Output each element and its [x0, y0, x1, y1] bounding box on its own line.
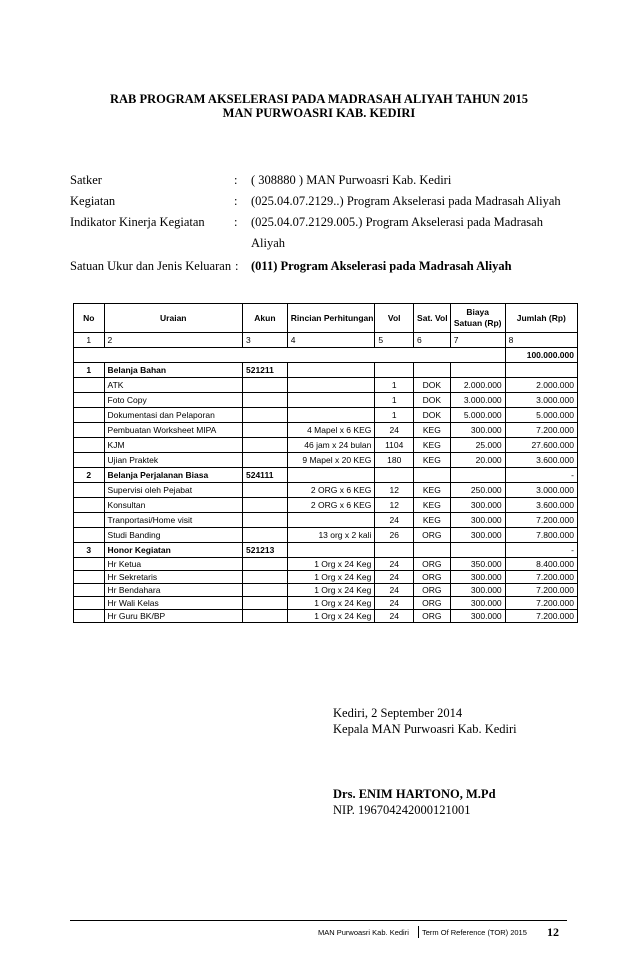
cell-vol: 24 — [375, 423, 414, 438]
colon: : — [234, 194, 238, 208]
cell-uraian: Tranportasi/Home visit — [104, 513, 242, 528]
table-row — [74, 483, 578, 498]
cell-no — [74, 584, 105, 597]
cell-rincian — [287, 363, 375, 378]
cell-jumlah — [505, 363, 577, 378]
footer-document: Term Of Reference (TOR) 2015 — [422, 928, 527, 937]
cell-sat: KEG — [414, 453, 451, 468]
header-sat: Sat. Vol — [414, 304, 451, 333]
cell-vol: 24 — [375, 610, 414, 623]
cell-vol: 24 — [375, 597, 414, 610]
cell-no — [74, 408, 105, 423]
cell-vol — [375, 468, 414, 483]
cell-no — [74, 423, 105, 438]
colon: : — [234, 215, 238, 229]
cell-rincian: 13 org x 2 kali — [287, 528, 375, 543]
cell-biaya: 300.000 — [450, 423, 505, 438]
cell-rincian: 1 Org x 24 Keg — [287, 610, 375, 623]
cell-jumlah: 7.200.000 — [505, 584, 577, 597]
cell-no: 1 — [74, 363, 105, 378]
table-row — [74, 423, 578, 438]
cell-uraian: Belanja Perjalanan Biasa — [104, 468, 242, 483]
kegiatan-label: Kegiatan — [70, 194, 116, 208]
cell-no — [74, 571, 105, 584]
cell-sat: KEG — [414, 513, 451, 528]
cell-biaya: 2.000.000 — [450, 378, 505, 393]
cell-akun — [243, 483, 288, 498]
cell-akun: 521213 — [243, 543, 288, 558]
cell-akun — [243, 453, 288, 468]
cell-biaya: 300.000 — [450, 597, 505, 610]
indikator-value: (025.04.07.2129.005.) Program Akselerasi pada Madrasah — [251, 215, 543, 229]
cell-biaya: 300.000 — [450, 528, 505, 543]
cell-jumlah: 8.400.000 — [505, 558, 577, 571]
cell-vol: 24 — [375, 558, 414, 571]
cell-biaya: 5.000.000 — [450, 408, 505, 423]
cell-rincian: 2 ORG x 6 KEG — [287, 498, 375, 513]
cell-vol: 24 — [375, 571, 414, 584]
cell-vol: 12 — [375, 498, 414, 513]
cell-biaya — [450, 363, 505, 378]
cell-jumlah: 27.600.000 — [505, 438, 577, 453]
cell-sat — [414, 363, 451, 378]
cell-rincian: 4 Mapel x 6 KEG — [287, 423, 375, 438]
cell-biaya: 3.000.000 — [450, 393, 505, 408]
cell-sat: KEG — [414, 483, 451, 498]
cell-biaya: 300.000 — [450, 610, 505, 623]
cell-rincian: 9 Mapel x 20 KEG — [287, 453, 375, 468]
cell-sat: ORG — [414, 597, 451, 610]
cell-akun — [243, 498, 288, 513]
cell-rincian — [287, 408, 375, 423]
colon: : — [234, 173, 238, 187]
cell-biaya — [450, 468, 505, 483]
cell-uraian: Foto Copy — [104, 393, 242, 408]
cell-rincian: 1 Org x 24 Keg — [287, 597, 375, 610]
cell-akun: 524111 — [243, 468, 288, 483]
table-row — [74, 498, 578, 513]
cell-uraian: KJM — [104, 438, 242, 453]
cell-no — [74, 528, 105, 543]
cell-akun: 521211 — [243, 363, 288, 378]
cell-rincian: 1 Org x 24 Keg — [287, 584, 375, 597]
cell-uraian: Hr Wali Kelas — [104, 597, 242, 610]
cell-rincian — [287, 513, 375, 528]
cell-jumlah: 7.200.000 — [505, 571, 577, 584]
col-number: 8 — [505, 333, 577, 348]
signature-name: Drs. ENIM HARTONO, M.Pd — [333, 787, 496, 801]
document-title: RAB PROGRAM AKSELERASI PADA MADRASAH ALIYAH TAHUN 2015 — [110, 92, 528, 106]
cell-biaya: 25.000 — [450, 438, 505, 453]
cell-akun — [243, 584, 288, 597]
cell-jumlah: - — [505, 543, 577, 558]
header-uraian: Uraian — [104, 304, 242, 333]
cell-vol: 1 — [375, 408, 414, 423]
col-number: 4 — [287, 333, 375, 348]
cell-rincian — [287, 543, 375, 558]
document-subtitle: MAN PURWOASRI KAB. KEDIRI — [222, 106, 416, 120]
page-number: 12 — [547, 925, 559, 939]
cell-uraian: Ujian Praktek — [104, 453, 242, 468]
cell-uraian: Hr Ketua — [104, 558, 242, 571]
cell-vol: 1104 — [375, 438, 414, 453]
table-row — [74, 610, 578, 623]
table-row — [74, 543, 578, 558]
cell-uraian: Pembuatan Worksheet MIPA — [104, 423, 242, 438]
cell-jumlah: 7.800.000 — [505, 528, 577, 543]
cell-biaya: 250.000 — [450, 483, 505, 498]
cell-no: 2 — [74, 468, 105, 483]
header-biaya-line1: Biaya — [466, 307, 490, 317]
col-number: 1 — [74, 333, 105, 348]
header-rincian: Rincian Perhitungan — [287, 304, 375, 333]
table-row — [74, 408, 578, 423]
cell-akun — [243, 378, 288, 393]
cell-jumlah: 7.200.000 — [505, 597, 577, 610]
indikator-value-cont: Aliyah — [251, 236, 286, 250]
cell-uraian: Belanja Bahan — [104, 363, 242, 378]
cell-sat: ORG — [414, 558, 451, 571]
cell-akun — [243, 513, 288, 528]
cell-akun — [243, 438, 288, 453]
cell-sat: ORG — [414, 571, 451, 584]
cell-akun — [243, 408, 288, 423]
cell-biaya: 20.000 — [450, 453, 505, 468]
cell-no — [74, 393, 105, 408]
total-value: 100.000.000 — [505, 348, 577, 363]
satker-label: Satker — [70, 173, 102, 187]
cell-rincian: 1 Org x 24 Keg — [287, 571, 375, 584]
cell-akun — [243, 558, 288, 571]
colon: : — [235, 259, 239, 273]
header-no: No — [74, 304, 105, 333]
cell-biaya: 300.000 — [450, 513, 505, 528]
cell-akun — [243, 571, 288, 584]
header-jumlah: Jumlah (Rp) — [505, 304, 577, 333]
cell-akun — [243, 393, 288, 408]
cell-vol: 24 — [375, 584, 414, 597]
budget-table — [73, 303, 578, 623]
cell-akun — [243, 423, 288, 438]
cell-sat: KEG — [414, 423, 451, 438]
cell-no — [74, 558, 105, 571]
cell-uraian: Honor Kegiatan — [104, 543, 242, 558]
cell-rincian: 1 Org x 24 Keg — [287, 558, 375, 571]
cell-sat: KEG — [414, 498, 451, 513]
cell-rincian — [287, 393, 375, 408]
cell-sat: DOK — [414, 378, 451, 393]
footer-divider — [70, 920, 567, 921]
header-biaya — [450, 304, 505, 333]
table-row — [74, 571, 578, 584]
col-number: 5 — [375, 333, 414, 348]
cell-vol: 26 — [375, 528, 414, 543]
cell-sat: DOK — [414, 393, 451, 408]
cell-akun — [243, 528, 288, 543]
total-row — [74, 348, 578, 363]
col-number: 6 — [414, 333, 451, 348]
cell-biaya: 300.000 — [450, 571, 505, 584]
cell-uraian: Studi Banding — [104, 528, 242, 543]
cell-biaya — [450, 543, 505, 558]
cell-uraian: Dokumentasi dan Pelaporan — [104, 408, 242, 423]
cell-jumlah: 3.000.000 — [505, 393, 577, 408]
cell-vol: 1 — [375, 393, 414, 408]
cell-jumlah: 7.200.000 — [505, 423, 577, 438]
header-biaya-line2: Satuan (Rp) — [453, 318, 502, 328]
cell-rincian — [287, 378, 375, 393]
cell-vol: 24 — [375, 513, 414, 528]
cell-sat — [414, 468, 451, 483]
cell-sat: ORG — [414, 610, 451, 623]
cell-sat: ORG — [414, 528, 451, 543]
cell-no — [74, 610, 105, 623]
cell-rincian — [287, 468, 375, 483]
cell-uraian: Hr Sekretaris — [104, 571, 242, 584]
column-number-row — [74, 333, 578, 348]
cell-jumlah: 7.200.000 — [505, 610, 577, 623]
signature-nip: NIP. 196704242000121001 — [333, 803, 471, 817]
cell-jumlah: 3.000.000 — [505, 483, 577, 498]
cell-jumlah: 7.200.000 — [505, 513, 577, 528]
total-spacer — [74, 348, 506, 363]
cell-jumlah: 2.000.000 — [505, 378, 577, 393]
table-row — [74, 597, 578, 610]
cell-no — [74, 483, 105, 498]
cell-jumlah: 3.600.000 — [505, 453, 577, 468]
cell-sat: DOK — [414, 408, 451, 423]
table-row — [74, 393, 578, 408]
cell-jumlah: 3.600.000 — [505, 498, 577, 513]
cell-vol: 1 — [375, 378, 414, 393]
table-row — [74, 363, 578, 378]
cell-biaya: 300.000 — [450, 498, 505, 513]
header-akun: Akun — [243, 304, 288, 333]
cell-uraian: Konsultan — [104, 498, 242, 513]
cell-vol: 180 — [375, 453, 414, 468]
cell-akun — [243, 597, 288, 610]
cell-jumlah: 5.000.000 — [505, 408, 577, 423]
cell-sat: KEG — [414, 438, 451, 453]
cell-no — [74, 453, 105, 468]
col-number: 3 — [243, 333, 288, 348]
table-row — [74, 453, 578, 468]
signature-place-date: Kediri, 2 September 2014 — [333, 706, 463, 720]
cell-no — [74, 498, 105, 513]
cell-sat: ORG — [414, 584, 451, 597]
cell-vol — [375, 543, 414, 558]
cell-uraian: Hr Bendahara — [104, 584, 242, 597]
cell-rincian: 2 ORG x 6 KEG — [287, 483, 375, 498]
cell-no — [74, 378, 105, 393]
table-row — [74, 528, 578, 543]
cell-uraian: Hr Guru BK/BP — [104, 610, 242, 623]
satuan-value: (011) Program Akselerasi pada Madrasah Aliyah — [251, 259, 512, 273]
table-row — [74, 558, 578, 571]
col-number: 7 — [450, 333, 505, 348]
table-row — [74, 468, 578, 483]
indikator-label: Indikator Kinerja Kegiatan — [70, 215, 205, 229]
cell-no: 3 — [74, 543, 105, 558]
table-row — [74, 438, 578, 453]
satker-value: ( 308880 ) MAN Purwoasri Kab. Kediri — [251, 173, 452, 187]
kegiatan-value: (025.04.07.2129..) Program Akselerasi pada Madrasah Aliyah — [251, 194, 561, 208]
cell-uraian: ATK — [104, 378, 242, 393]
cell-rincian: 46 jam x 24 bulan — [287, 438, 375, 453]
header-vol: Vol — [375, 304, 414, 333]
cell-no — [74, 513, 105, 528]
cell-biaya: 350.000 — [450, 558, 505, 571]
cell-vol — [375, 363, 414, 378]
cell-akun — [243, 610, 288, 623]
footer-separator — [418, 926, 419, 938]
cell-uraian: Supervisi oleh Pejabat — [104, 483, 242, 498]
cell-biaya: 300.000 — [450, 584, 505, 597]
table-row — [74, 513, 578, 528]
table-header-row — [74, 304, 578, 333]
table-row — [74, 378, 578, 393]
cell-no — [74, 438, 105, 453]
cell-jumlah: - — [505, 468, 577, 483]
cell-no — [74, 597, 105, 610]
satuan-label: Satuan Ukur dan Jenis Keluaran — [70, 259, 232, 273]
signature-position: Kepala MAN Purwoasri Kab. Kediri — [333, 722, 517, 736]
cell-vol: 12 — [375, 483, 414, 498]
footer-institution: MAN Purwoasri Kab. Kediri — [318, 928, 409, 937]
col-number: 2 — [104, 333, 242, 348]
table-row — [74, 584, 578, 597]
cell-sat — [414, 543, 451, 558]
